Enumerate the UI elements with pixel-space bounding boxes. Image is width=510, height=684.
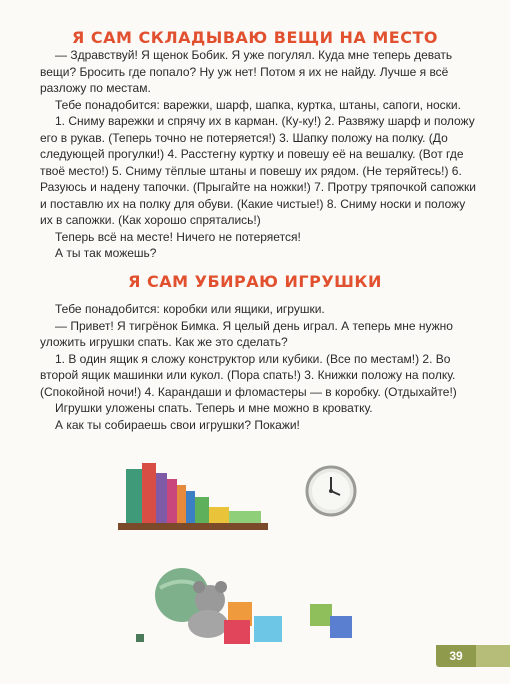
teddy-bear-ear [215, 581, 227, 593]
book [126, 469, 142, 523]
clock-illustration [304, 464, 358, 518]
book [195, 497, 209, 523]
book [209, 507, 229, 523]
page-edge-strip [476, 645, 510, 667]
bookshelf-illustration [118, 455, 268, 535]
section-title-toys: Я САМ УБИРАЮ ИГРУШКИ [128, 272, 382, 291]
paragraph: 1. Сниму варежки и спрячу их в карман. (Ку-ку!) 2. Развяжу шарф и положу его в рукав. (Теперь точно не потеряется!) 3. Шапку положу на полку. (До следующей прогулки!) 4. Расстегну куртку и повешу её на вешалку. (Вот где твоё место!) 5. Сниму тёплые штаны и повешу их рядом. (Не теряйтесь!) 6. Разуюсь и надену тапочки. (Прыгайте на ножки!) 7. Протру тряпочкой сапожки и поставлю их на полку для обуви. (Какие чистые!) 8. Сниму носки и положу их в сапожки. (Как хорошо спрятались!) [40, 114, 477, 227]
book [229, 511, 261, 523]
teddy-bear-body [188, 610, 228, 638]
page-number: 39 [436, 645, 476, 667]
section-title-clothes: Я САМ СКЛАДЫВАЮ ВЕЩИ НА МЕСТО [71, 28, 438, 47]
toy-block [254, 616, 282, 642]
paragraph: — Здравствуй! Я щенок Бобик. Я уже погулял. Куда мне теперь девать вещи? Бросить где попало? Ну уж нет! Потом я их не найду. Лучше я всё разложу по местам. [40, 48, 453, 95]
paragraph: 1. В один ящик я сложу конструктор или кубики. (Все по местам!) 2. Во второй ящик машинки или кукол. (Пора спать!) 3. Книжки положу на полку. (Спокойной ночи!) 4. Карандаши и фломастеры — в коробку. (Отдыхайте!) [40, 351, 457, 399]
book [167, 479, 177, 523]
paragraph: Теперь всё на месте! Ничего не потеряется! [55, 229, 301, 244]
toys-illustration [120, 560, 380, 650]
teddy-bear-ear [193, 581, 205, 593]
paragraph: Тебе понадобится: коробки или ящики, игрушки. [55, 302, 325, 316]
clock-center [329, 489, 333, 493]
paragraph: А как ты собираешь свои игрушки? Покажи! [55, 417, 300, 432]
toy-block [224, 620, 250, 644]
paragraph: Тебе понадобится: варежки, шарф, шапка, куртка, штаны, сапоги, носки. [55, 97, 461, 112]
book [177, 485, 186, 523]
book [156, 473, 167, 523]
paragraph: Игрушки уложены спать. Теперь и мне можно в кроватку. [55, 401, 373, 415]
book [142, 463, 156, 523]
paragraph: А ты так можешь? [55, 246, 157, 260]
toy-block [310, 604, 332, 626]
toy-block [330, 616, 352, 638]
book [186, 491, 195, 523]
section-text-clothes [40, 47, 480, 262]
shelf [118, 523, 268, 530]
section-text-toys [40, 301, 480, 433]
paragraph: — Привет! Я тигрёнок Бимка. Я целый день играл. А теперь мне нужно уложить игрушки спать. Как же это сделать? [40, 318, 453, 349]
toy-block [136, 634, 144, 642]
